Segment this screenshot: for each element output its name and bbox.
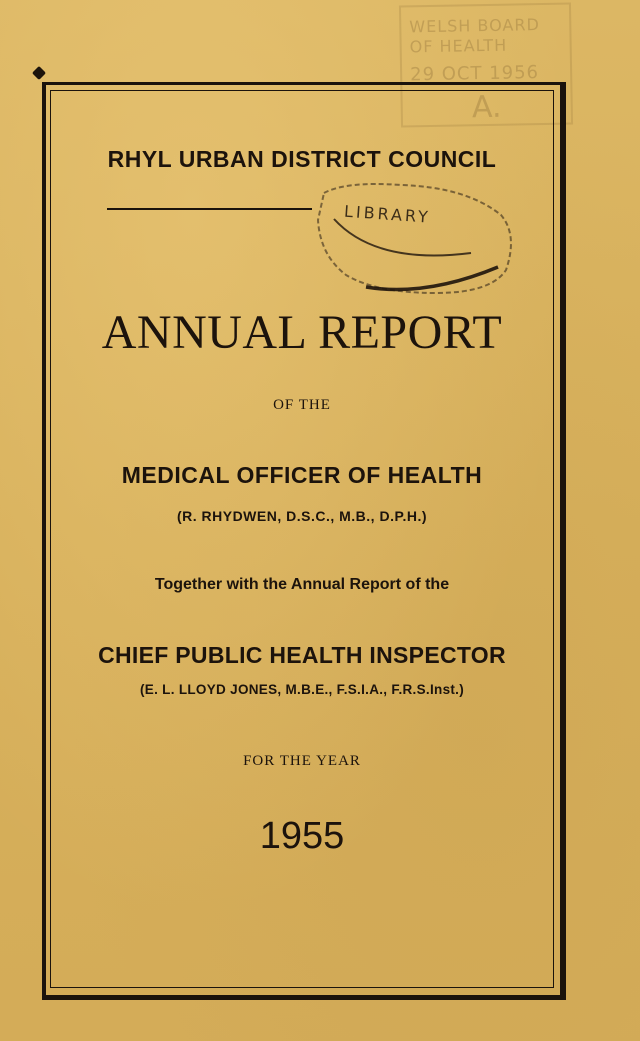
stamp-mark: A. <box>471 89 502 126</box>
report-year: 1955 <box>259 815 345 857</box>
inspector-name: (E. L. LLOYD JONES, M.B.E., F.S.I.A., F.R.S.Inst.) <box>139 682 465 697</box>
stamp-organisation: WELSH BOARD OF HEALTH <box>409 15 540 57</box>
heading-rule <box>107 208 312 210</box>
pin-icon <box>32 66 46 80</box>
seal-text: LIBRARY <box>343 201 432 227</box>
report-title: ANNUAL REPORT <box>101 306 503 359</box>
stamp-date: 29 OCT 1956 <box>409 62 540 86</box>
of-the-label: OF THE <box>273 397 331 413</box>
for-the-year-label: FOR THE YEAR <box>243 753 361 769</box>
inspector-title: CHIEF PUBLIC HEALTH INSPECTOR <box>98 642 506 668</box>
together-line: Together with the Annual Report of the <box>154 576 450 593</box>
officer-title: MEDICAL OFFICER OF HEALTH <box>121 462 483 488</box>
library-seal-stamp <box>306 175 521 295</box>
officer-name: (R. RHYDWEN, D.S.C., M.B., D.P.H.) <box>176 508 428 524</box>
council-heading: RHYL URBAN DISTRICT COUNCIL <box>107 146 497 172</box>
